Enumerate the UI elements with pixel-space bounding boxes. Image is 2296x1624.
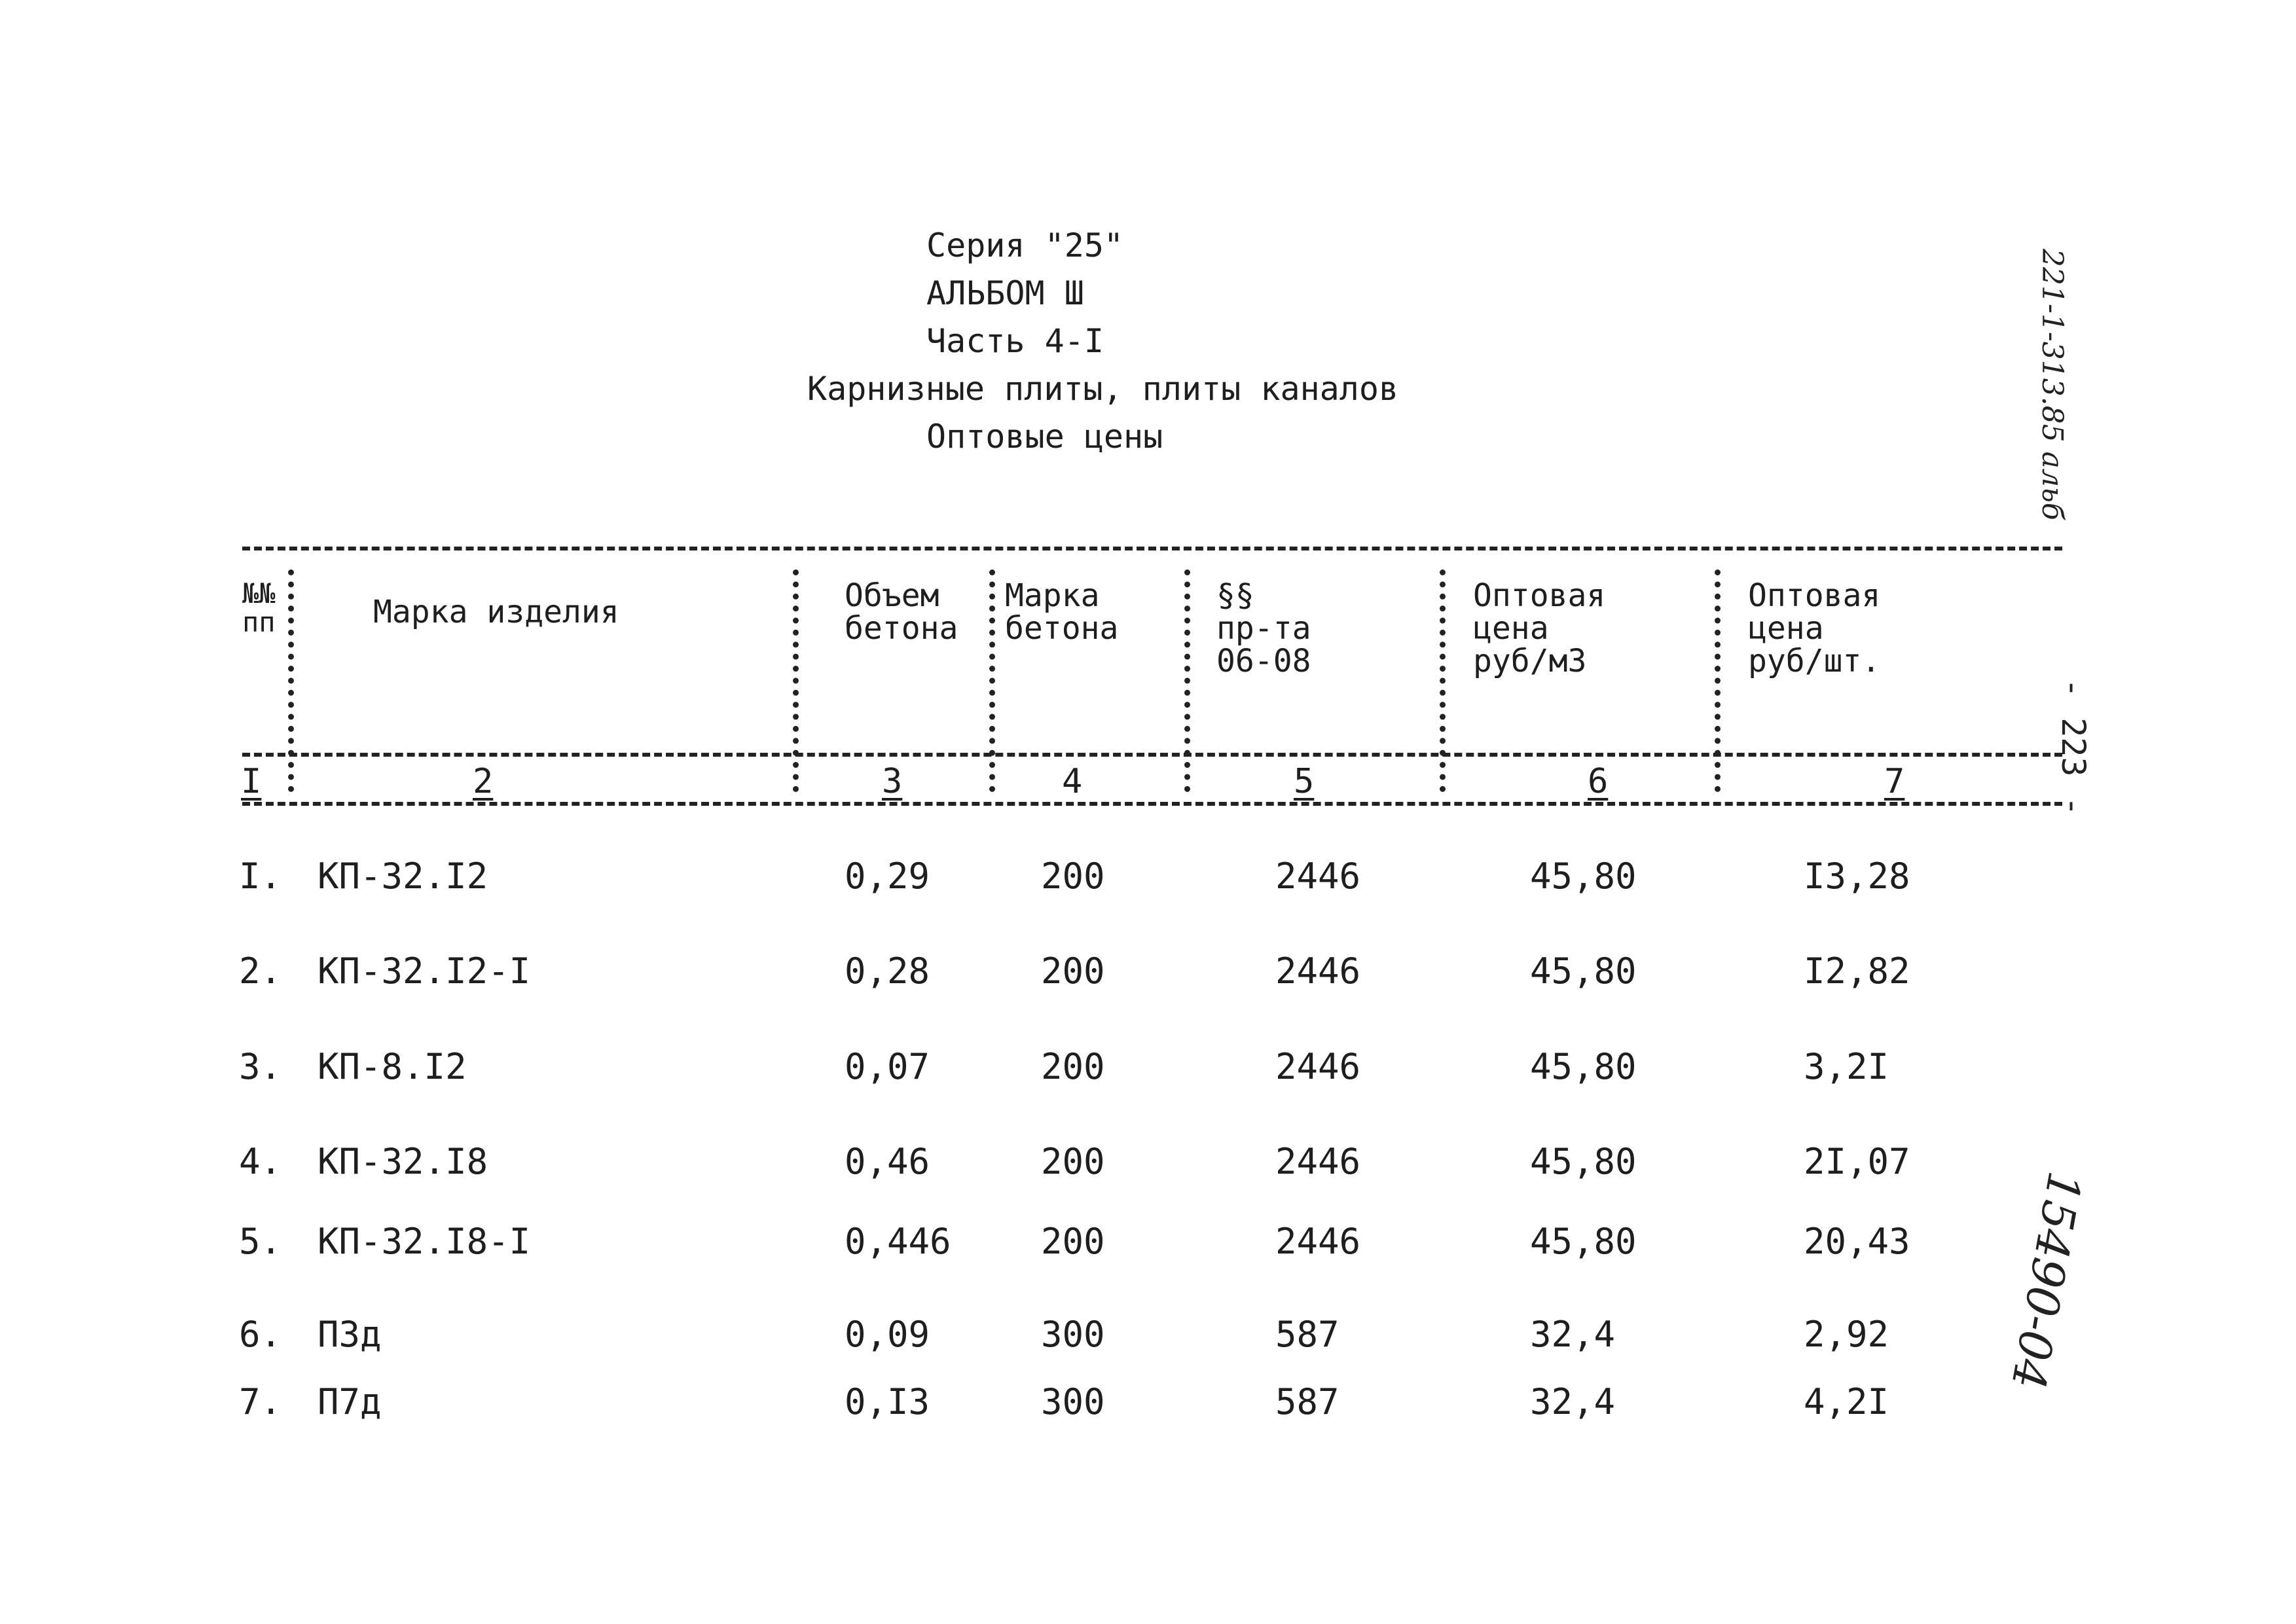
header-bottom-rule [242,802,2062,806]
concrete-volume: 0,07 [845,1046,930,1087]
document-stamp-bottom: 15490-04 [2001,1167,2092,1394]
column-header-volume: Объем бетона [845,577,958,647]
concrete-grade: 200 [1041,950,1105,992]
price-per-m3: 45,80 [1530,1046,1637,1087]
part-title: Часть 4-I [926,322,1104,360]
concrete-volume: 0,28 [845,950,930,992]
product-mark: П7д [318,1381,382,1422]
price-per-m3: 32,4 [1530,1314,1616,1355]
column-header-number: №№ пп [242,577,276,638]
subject-title: Карнизные плиты, плиты каналов [807,370,1399,408]
price-per-piece: I2,82 [1804,950,1910,992]
product-mark: П3д [318,1314,382,1355]
product-mark: КП-32.I2-I [318,950,531,992]
product-mark: КП-32.I8-I [318,1221,531,1262]
concrete-volume: 0,29 [845,856,930,897]
product-mark: КП-32.I2 [318,856,488,897]
price-reference: 2446 [1275,1141,1361,1182]
price-per-piece: 2I,07 [1804,1141,1910,1182]
price-per-m3: 45,80 [1530,950,1637,992]
column-header-reference: §§ пр-та 06-08 [1216,577,1311,679]
header-divider-rule [242,753,2062,757]
price-reference: 587 [1275,1314,1339,1355]
row-number: 3. [239,1046,282,1087]
row-number: I. [239,856,282,897]
price-reference: 587 [1275,1381,1339,1422]
price-reference: 2446 [1275,1221,1361,1262]
concrete-grade: 200 [1041,1141,1105,1182]
column-number: 7 [1884,762,1905,801]
price-reference: 2446 [1275,1046,1361,1087]
price-per-piece: 2,92 [1804,1314,1889,1355]
price-per-piece: I3,28 [1804,856,1910,897]
column-separator [793,569,799,792]
column-number: 6 [1588,762,1609,801]
album-title: АЛЬБОМ Ш [926,274,1084,312]
column-number: 3 [882,762,903,801]
column-header-mark: Марка изделия [373,594,619,630]
document-stamp-top: 221-1-313.85 альб [2035,249,2069,520]
concrete-grade: 200 [1041,1046,1105,1087]
concrete-grade: 200 [1041,1221,1105,1262]
price-per-m3: 45,80 [1530,1221,1637,1262]
price-per-piece: 4,2I [1804,1381,1889,1422]
column-separator [1440,569,1446,792]
row-number: 5. [239,1221,282,1262]
concrete-grade: 200 [1041,856,1105,897]
row-number: 7. [239,1381,282,1422]
column-number: 4 [1062,762,1083,801]
concrete-grade: 300 [1041,1381,1105,1422]
concrete-volume: 0,446 [845,1221,951,1262]
column-separator [1184,569,1190,792]
concrete-grade: 300 [1041,1314,1105,1355]
product-mark: КП-32.I8 [318,1141,488,1182]
concrete-volume: 0,I3 [845,1381,930,1422]
page-number: - 223 - [2054,678,2092,816]
price-reference: 2446 [1275,950,1361,992]
column-separator [989,569,995,792]
column-separator [1715,569,1721,792]
product-mark: КП-8.I2 [318,1046,467,1087]
column-header-grade: Марка бетона [1005,577,1119,647]
column-separator [288,569,294,792]
row-number: 2. [239,950,282,992]
row-number: 4. [239,1141,282,1182]
column-number: 5 [1294,762,1315,801]
prices-subtitle: Оптовые цены [926,418,1163,456]
price-per-m3: 45,80 [1530,1141,1637,1182]
column-header-price-m3: Оптовая цена руб/м3 [1473,577,1606,679]
column-header-price-piece: Оптовая цена руб/шт. [1748,577,1881,679]
column-number: 2 [473,762,494,801]
table-top-rule [242,547,2062,550]
column-number: I [241,762,262,801]
row-number: 6. [239,1314,282,1355]
price-per-m3: 45,80 [1530,856,1637,897]
price-reference: 2446 [1275,856,1361,897]
price-per-m3: 32,4 [1530,1381,1616,1422]
concrete-volume: 0,09 [845,1314,930,1355]
price-per-piece: 3,2I [1804,1046,1889,1087]
series-title: Серия "25" [926,226,1124,264]
concrete-volume: 0,46 [845,1141,930,1182]
price-per-piece: 20,43 [1804,1221,1910,1262]
